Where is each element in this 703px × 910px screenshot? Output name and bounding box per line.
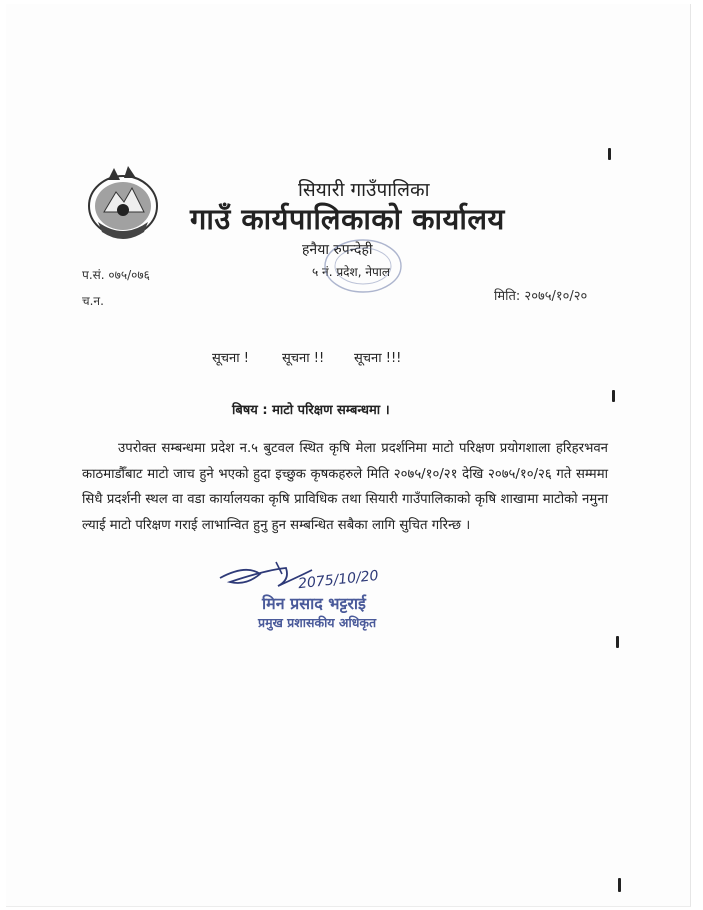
notice-word-1: सूचना ! [212,351,249,366]
office-title: गाउँ कार्यपालिकाको कार्यालय [190,202,505,236]
office-name: सियारी गाउँपालिका [298,179,430,201]
binding-mark [612,390,615,402]
notice-word-3: सूचना !!! [354,351,402,366]
binding-mark [616,636,619,648]
government-emblem-icon [84,162,162,244]
reference-number: प.सं. ०७५/०७६ [82,268,150,282]
notice-word-2: सूचना !! [282,351,325,366]
binding-mark [608,148,611,160]
signature-date: 2075/10/20 [297,567,380,593]
signer-name: मिन प्रसाद भट्टराई [262,594,366,613]
document-date: मिति: २०७५/१०/२० [494,289,588,304]
dispatch-number: च.न. [82,294,104,308]
address-line-2: ५ नं. प्रदेश, नेपाल [312,265,391,279]
binding-mark [618,878,621,892]
address-line-1: हनैया रुपन्देही [302,242,373,258]
subject-line: बिषय : माटो परिक्षण सम्बन्धमा । [232,403,390,418]
signer-title: प्रमुख प्रशासकीय अधिकृत [258,615,377,630]
office-stamp [318,236,408,296]
notice-body: उपरोक्त सम्बन्धमा प्रदेश न.५ बुटवल स्थित कृषि मेला प्रदर्शनिमा माटो परिक्षण प्रयोगशाला हरिहरभवन काठमाडौँबाट माटो जाच हुने भएको हुदा इच्छुक कृषकहरुले मिति २०७५/१०/२१ देखि २०७५/१०/२६ गते सम्ममा सिधै प्रदर्शनी स्थल वा वडा कार्यालयका कृषि प्राविधिक तथा सियारी गाउँपालिकाको कृषि शाखामा माटोको नमुना ल्याई माटो परिक्षण गराई लाभान्वित हुनु हुन सम्बन्धित सबैका लागि सुचित गरिन्छ । [82,441,608,533]
